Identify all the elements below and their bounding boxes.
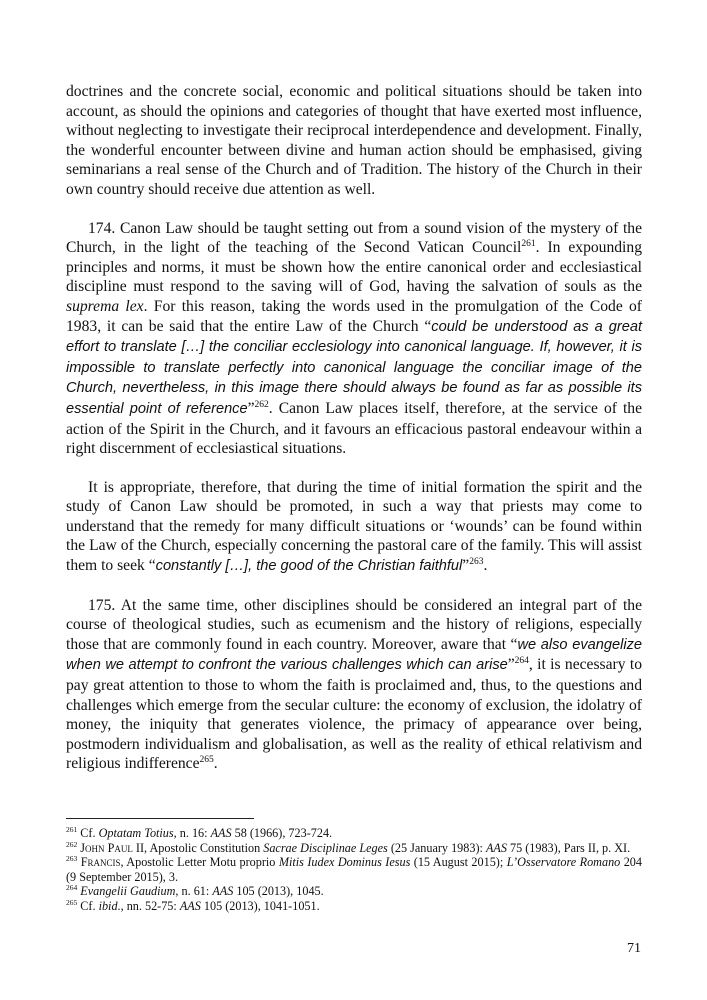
footnote-264 xyxy=(66,884,642,899)
paragraph-gap xyxy=(66,459,642,478)
footnote-author: Francis xyxy=(77,855,121,870)
footnote-divider xyxy=(66,818,254,819)
footnote-265 xyxy=(66,899,642,914)
footnote-261 xyxy=(66,826,642,841)
footnote-text: , Apostolic Constitution xyxy=(144,840,264,855)
footnote-title: Mitis Iudex Dominus Iesus xyxy=(278,855,411,870)
footnote-text: 58 (1966), 723-724. xyxy=(231,826,333,840)
footnote-number: 264 xyxy=(66,883,78,893)
footnote-263 xyxy=(66,855,642,884)
paragraph-text: 175. At the same time, other disciplines should be considered an integral part of the course of theological studies, such as ecumenism and the history of religions, especially those that are commonly found in each country. Moreover, aware that “ xyxy=(66,596,642,653)
footnote-number: 261 xyxy=(66,824,78,834)
footnote-ref-261[interactable]: 261 xyxy=(521,238,536,249)
footnote-source: AAS xyxy=(210,826,232,840)
emphasis-suprema-lex: suprema lex xyxy=(66,297,144,315)
paragraph-175-other-disciplines xyxy=(66,596,642,774)
paragraph-text: ” xyxy=(507,656,515,674)
paragraph-text: . In expounding principles and norms, it must be shown how the entire canonical order and ecclesiastical discipline must respond to the saving will of God, having the salvation of souls as the xyxy=(66,239,642,296)
footnote-title: Sacrae Disciplinae Leges xyxy=(263,840,388,855)
footnote-number: 265 xyxy=(66,897,78,907)
paragraph-text: 174. Canon Law should be taught setting out from a sound vision of the mystery of the Church, in the light of the teaching of the Second Vatican Council xyxy=(66,219,642,257)
footnote-number: 262 xyxy=(66,839,78,849)
footnote-text: 75 (1983), Pars II, p. XI. xyxy=(506,840,631,855)
footnote-text: (15 August 2015); xyxy=(410,855,507,870)
footnote-source: AAS xyxy=(485,840,507,855)
paragraph-text: . xyxy=(483,557,488,575)
paragraph-history-continued xyxy=(66,82,642,200)
footnote-number: 263 xyxy=(66,854,78,864)
footnote-ref-262[interactable]: 262 xyxy=(254,399,269,410)
quotation: we also evangelize when we attempt to confront the various challenges which can arise xyxy=(66,636,642,674)
paragraph-text: . xyxy=(213,755,218,773)
footnote-text: 105 (2013), 1045. xyxy=(233,884,324,899)
footnote-ref-263[interactable]: 263 xyxy=(469,556,484,567)
footnote-title: Evangelii Gaudium xyxy=(77,884,176,899)
footnote-text: 204 (9 September 2015), 3. xyxy=(66,855,642,884)
footnote-ibid: ibid xyxy=(98,898,118,913)
paragraph-canon-law-formation xyxy=(66,478,642,577)
paragraph-text: , it is necessary to pay great attention to those to whom the faith is proclaimed and, thus, to the questions and challenges which emerge from the secular culture: the economy of exclusion, the idolatry of money, the iniquity that generates violence, the primacy of appearance over being, postmodern individualism and globalisation, as well as the reality of ethical relativism and religious indifference xyxy=(66,656,642,773)
quotation: could be understood as a great effort to translate […] the conciliar ecclesiology into canonical language. If, however, it is impossible to translate perfectly into canonical language the conciliar image of the Church, nevertheless, in this image there should always be found as far as possible its essential point of reference xyxy=(66,318,642,417)
footnote-source: L’Osservatore Romano xyxy=(506,855,621,870)
footnote-title: Optatam Totius, xyxy=(98,826,177,840)
footnote-text: n. 16: xyxy=(176,826,211,840)
paragraph-text: doctrines and the concrete social, economic and political situations should be taken into account, as should the opinions and categories of thought that have exerted most influence, without neglecting to investigate their reciprocal interdependence and development. Finally, the wonderful encounter between divine and human action should be emphasised, giving seminarians a real sense of the Church and of Tradition. The history of the Church in their own country should receive due attention as well. xyxy=(66,83,642,198)
footnote-author: John Paul II xyxy=(77,840,145,855)
paragraph-text: It is appropriate, therefore, that during the time of initial formation the spirit and the study of Canon Law should be promoted, in such a way that priests may come to understand that the remedy for many difficult situations or ‘wounds’ can be found within the Law of the Church, especially concerning the pastoral care of the family. This will assist them to seek “ xyxy=(66,478,642,575)
footnote-text: 105 (2013), 1041-1051. xyxy=(200,898,320,913)
footnote-text: , n. 61: xyxy=(175,884,213,899)
footnote-source: AAS xyxy=(179,898,201,913)
footnote-text: , Apostolic Letter Motu proprio xyxy=(120,855,279,870)
paragraph-gap xyxy=(66,577,642,596)
footnote-ref-265[interactable]: 265 xyxy=(199,755,214,766)
footnote-text: Cf. xyxy=(77,826,99,840)
paragraph-text: . Canon Law places itself, therefore, at the service of the action of the Spirit in the Church, and it favours an efficacious pastoral endeavour within a right discernment of ecclesiastical situations. xyxy=(66,399,643,458)
footnote-text: Cf. xyxy=(77,898,99,913)
paragraph-text: ” xyxy=(247,399,255,417)
footnote-ref-264[interactable]: 264 xyxy=(514,656,529,667)
footnote-text: (25 January 1983): xyxy=(387,840,486,855)
footnote-262 xyxy=(66,841,642,856)
quotation: constantly […], the good of the Christian faithful xyxy=(155,558,463,575)
document-body xyxy=(66,82,642,774)
paragraph-gap xyxy=(66,200,642,219)
footnote-source: AAS xyxy=(212,884,234,899)
page-number: 71 xyxy=(627,941,641,956)
footnote-text: ., nn. 52-75: xyxy=(117,898,180,913)
paragraph-text: ” xyxy=(462,557,470,575)
paragraph-text: . For this reason, taking the words used in the promulgation of the Code of 1983, it can be said that the entire Law of the Church “ xyxy=(66,297,642,335)
footnotes-section xyxy=(66,818,642,914)
paragraph-174-canon-law xyxy=(66,219,642,459)
